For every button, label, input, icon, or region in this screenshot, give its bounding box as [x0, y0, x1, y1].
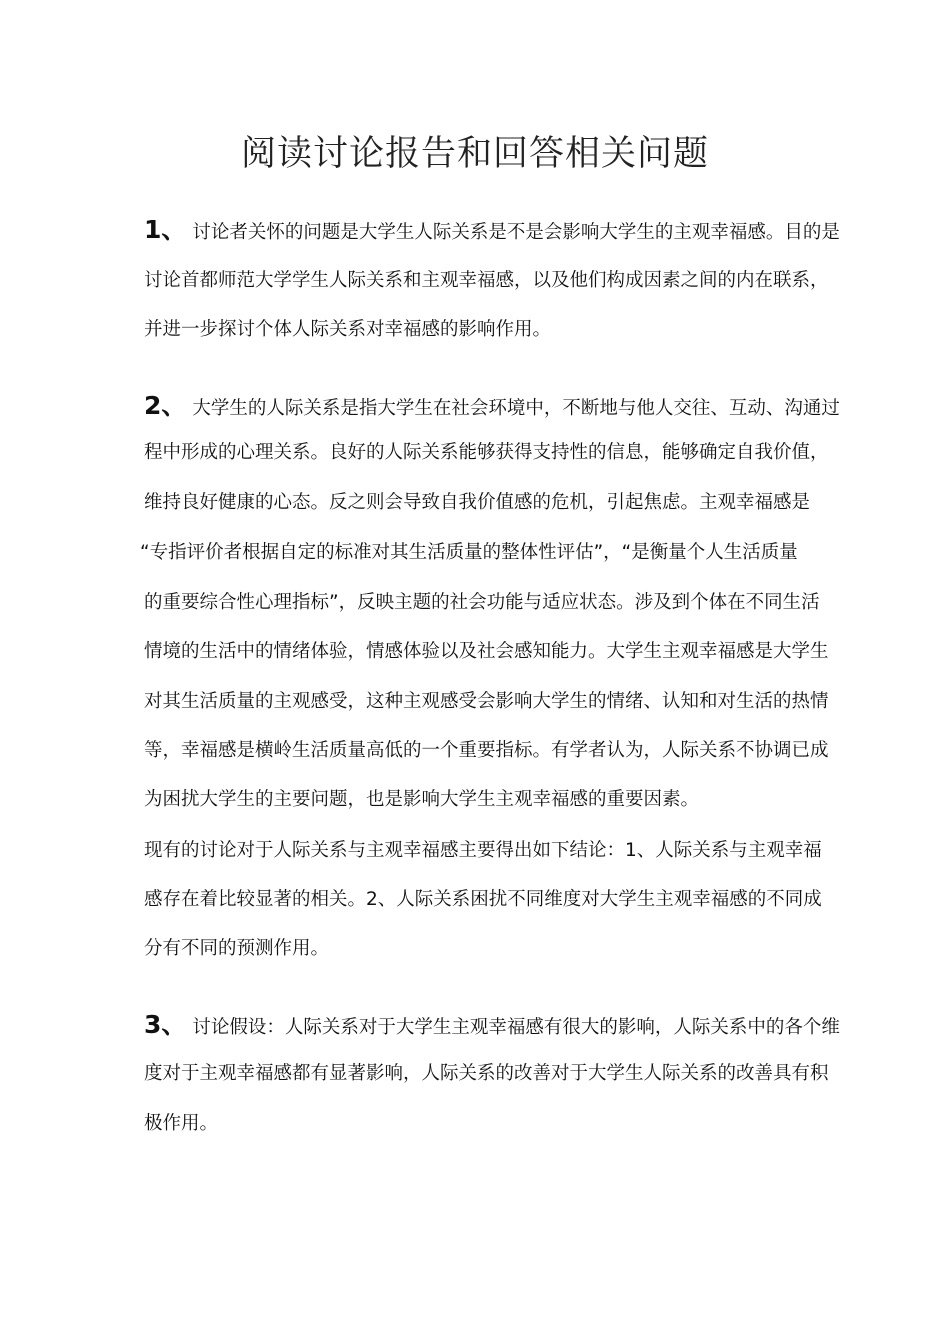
section-1-text-1: 讨论者关怀的问题是大学生人际关系是不是会影响大学生的主观幸福感。目的是	[192, 222, 840, 243]
section-2-number: 2、	[144, 391, 187, 420]
section-2-line-5: 的重要综合性心理指标”，反映主题的社会功能与适应状态。涉及到个体在不同生活	[144, 592, 820, 613]
section-2-line-2: 程中形成的心理关系。良好的人际关系能够获得支持性的信息，能够确定自我价值，	[144, 442, 829, 463]
section-2-line-12: 分有不同的预测作用。	[144, 938, 330, 959]
section-2-line-10: 现有的讨论对于人际关系与主观幸福感主要得出如下结论：1、人际关系与主观幸福	[144, 840, 822, 861]
section-2-line-7: 对其生活质量的主观感受，这种主观感受会影响大学生的情绪、认知和对生活的热情	[144, 691, 829, 712]
section-2-line-9: 为困扰大学生的主要问题，也是影响大学生主观幸福感的重要因素。	[144, 789, 700, 810]
section-3-text-1: 讨论假设：人际关系对于大学生主观幸福感有很大的影响，人际关系中的各个维	[192, 1017, 840, 1038]
section-1-number: 1、	[144, 215, 187, 244]
document-title: 阅读讨论报告和回答相关问题	[240, 134, 709, 174]
section-1-line-1	[144, 217, 840, 246]
section-3-line-2: 度对于主观幸福感都有显著影响，人际关系的改善对于大学生人际关系的改善具有积	[144, 1063, 829, 1084]
section-2-line-4: “专指评价者根据自定的标准对其生活质量的整体性评估”，“是衡量个人生活质量	[140, 542, 798, 563]
section-3-line-1	[144, 1012, 840, 1041]
section-2-text-1: 大学生的人际关系是指大学生在社会环境中，不断地与他人交往、互动、沟通过	[192, 398, 840, 419]
section-2-line-11: 感存在着比较显著的相关。2、人际关系困扰不同维度对大学生主观幸福感的不同成	[144, 889, 822, 910]
section-2-line-1	[144, 393, 840, 422]
section-2-line-8: 等，幸福感是横岭生活质量高低的一个重要指标。有学者认为，人际关系不协调已成	[144, 740, 829, 761]
section-3-number: 3、	[144, 1010, 187, 1039]
section-1-line-2: 讨论首都师范大学学生人际关系和主观幸福感，以及他们构成因素之间的内在联系，	[144, 270, 829, 291]
section-2-line-3: 维持良好健康的心态。反之则会导致自我价值感的危机，引起焦虑。主观幸福感是	[144, 492, 811, 513]
section-2-line-6: 情境的生活中的情绪体验，情感体验以及社会感知能力。大学生主观幸福感是大学生	[144, 641, 829, 662]
section-3-line-3: 极作用。	[144, 1113, 219, 1134]
section-1-line-3: 并进一步探讨个体人际关系对幸福感的影响作用。	[144, 319, 552, 340]
